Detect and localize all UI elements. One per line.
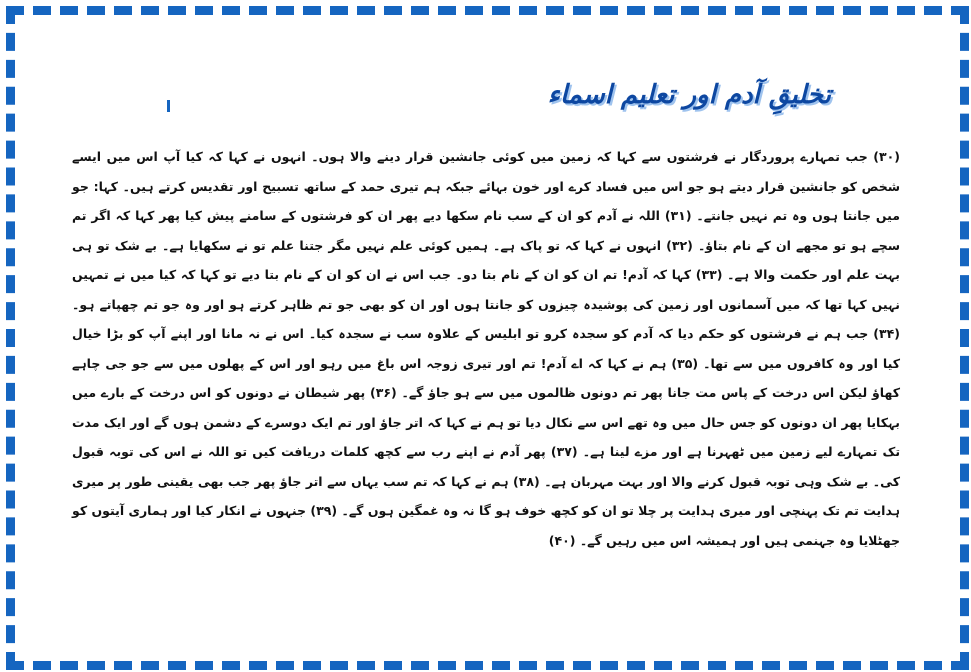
- section-heading: تخلیقِ آدم اور تعلیم اسماء: [547, 80, 831, 110]
- urdu-paragraph: (۳۰) جب تمہارے پروردگار نے فرشتوں سے کہا کہ زمین میں کوئی جانشین قرار دینے والا ہوں۔ انہوں نے کہا کہ کیا آپ اس میں ایسے شخص کو جانشین قرار دیتے ہو جو اس میں فساد کرے اور خون بہائے جبکہ ہم تیری حمد کے ساتھ تسبیح اور تقدیس کرتے ہیں۔ کہا: جو میں جانتا ہوں وہ تم نہیں جانتے۔ (۳۱) اللہ نے آدم کو ان کے سب نام سکھا دیے پھر ان کو فرشتوں کے سامنے پیش کیا پھر کہا کہ اگر تم سچے ہو تو مجھے ان کے نام بتاؤ۔ (۳۲) انہوں نے کہا کہ تو پاک ہے۔ ہمیں کوئی علم نہیں مگر جتنا علم تو نے سکھایا ہے۔ بے شک تو ہی بہت علم اور حکمت والا ہے۔ (۳۳) کہا کہ آدم! تم ان کو ان کے نام بتا دو۔ جب اس نے ان کو ان کے نام بتا دیے تو کہا کہ کیا میں نے تمہیں نہیں کہا تھا کہ میں آسمانوں اور زمین کی پوشیدہ چیزوں کو جانتا ہوں اور ان کو بھی جو تم ظاہر کرتے ہو اور وہ جو تم چھپاتے ہو۔ (۳۴) جب ہم نے فرشتوں کو حکم دیا کہ آدم کو سجدہ کرو تو ابلیس کے علاوہ سب نے سجدہ کیا۔ اس نے نہ مانا اور اپنے آپ کو بڑا خیال کیا اور وہ کافروں میں سے تھا۔ (۳۵) ہم نے کہا کہ اے آدم! تم اور تیری زوجہ اس باغ میں رہو اور اس کے پھلوں میں سے جو جی چاہے کھاؤ لیکن اس درخت کے پاس مت جانا پھر تم دونوں ظالموں میں سے ہو جاؤ گے۔ (۳۶) پھر شیطان نے دونوں کو اس درخت کے بارے میں بہکایا پھر ان دونوں کو جس حال میں وہ تھے اس سے نکال دیا تو ہم نے کہا کہ اتر جاؤ اور تم ایک دوسرے کے دشمن ہوں گے اور ایک مدت تک تمہارے لیے زمین میں ٹھہرنا ہے اور مزے لینا ہے۔ (۳۷) پھر آدم نے اپنے رب سے کچھ کلمات دریافت کیں تو اللہ نے اس کی توبہ قبول کی۔ بے شک وہی توبہ قبول کرنے والا اور بہت مہربان ہے۔ (۳۸) ہم نے کہا کہ تم سب یہاں سے اتر جاؤ پھر جب بھی یقینی طور پر میری ہدایت تم تک پہنچی اور میری ہدایت پر چلا تو ان کو کچھ خوف ہو گا نہ وہ غمگین ہوں گے۔ (۳۹) جنہوں نے انکار کیا اور ہماری آیتوں کو جھٹلایا وہ جہنمی ہیں اور ہمیشہ اس میں رہیں گے۔ (۴۰): [72, 149, 901, 548]
- decorative-marker: [167, 100, 170, 112]
